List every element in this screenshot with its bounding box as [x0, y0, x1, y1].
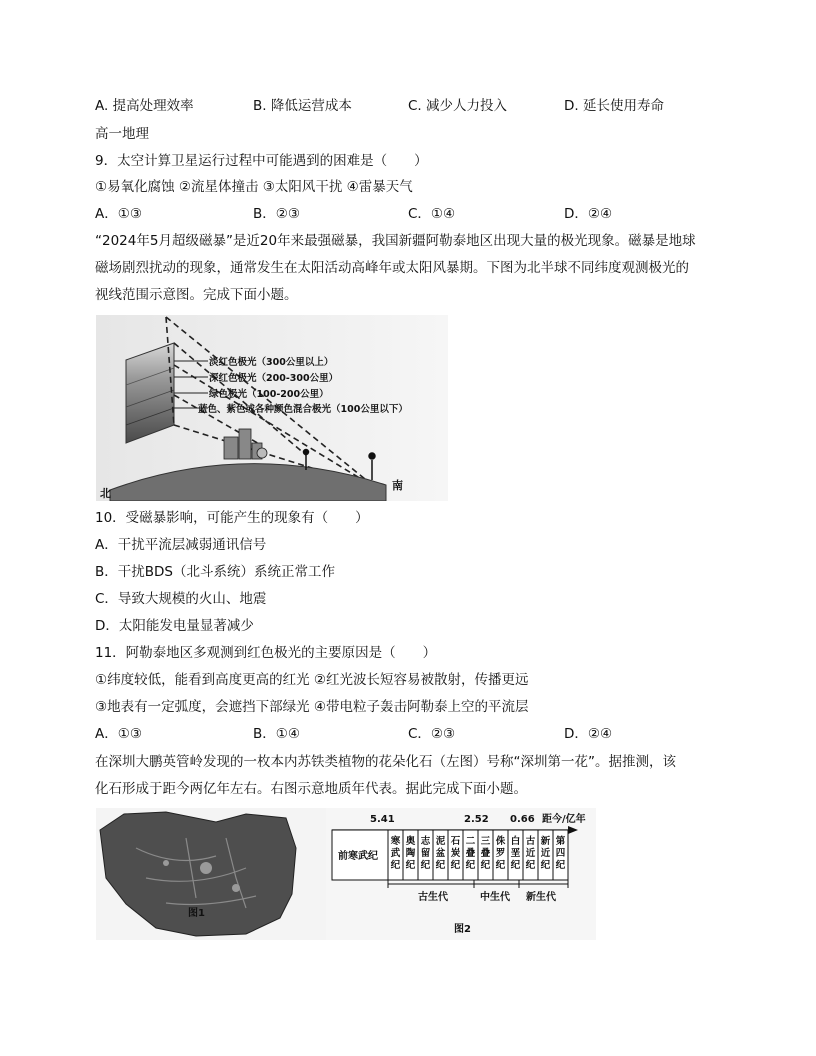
tick-5.41: 5.41 [370, 814, 395, 825]
aurora-figure [96, 315, 448, 501]
q9-option-b: B．②③ [253, 206, 300, 222]
aurora-curtain [126, 343, 174, 443]
q11-option-b: B．①④ [253, 726, 300, 742]
south-label: 南 [392, 479, 403, 492]
q9-stem: 9．太空计算卫星运行过程中可能遇到的困难是（ ） [95, 153, 428, 169]
period-label: 石炭纪 [450, 836, 461, 871]
q11-items-2: ③地表有一定弧度，会遮挡下部绿光 ④带电粒子轰击阿勒泰上空的平流层 [95, 699, 529, 715]
q8-option-c: C. 减少人力投入 [408, 98, 508, 114]
period-label: 白垩纪 [510, 836, 521, 871]
period-label: 泥盆纪 [435, 836, 446, 871]
q9-option-a: A．①③ [95, 206, 142, 222]
q8-option-d: D. 延长使用寿命 [564, 98, 664, 114]
passage2-line1: 在深圳大鹏英管岭发现的一枚本内苏铁类植物的花朵化石（左图）号称“深圳第一花”。据推测，该 [95, 754, 676, 770]
period-label: 二叠纪 [465, 836, 476, 871]
tick-2.52: 2.52 [464, 814, 489, 825]
aurora-label-blue-purple: 蓝色、紫色或各种颜色混合极光（100公里以下） [198, 404, 408, 415]
era-paleozoic: 古生代 [418, 892, 448, 903]
q9-items: ①易氧化腐蚀 ②流星体撞击 ③太阳风干扰 ④雷暴天气 [95, 179, 413, 195]
q9-option-d: D．②④ [564, 206, 613, 222]
q11-option-d: D．②④ [564, 726, 613, 742]
q11-option-a: A．①③ [95, 726, 142, 742]
q8-option-b: B. 降低运营成本 [253, 98, 352, 114]
aurora-label-light-red: 淡红色极光（300公里以上） [209, 357, 334, 368]
q10-option-d: D．太阳能发电量显著减少 [95, 618, 254, 634]
tick-0.66: 0.66 [510, 814, 535, 825]
geologic-timescale-figure [326, 808, 596, 940]
north-label: 北 [100, 487, 111, 500]
q10-option-c: C．导致大规模的火山、地震 [95, 591, 267, 607]
passage1-line3: 视线范围示意图。完成下面小题。 [95, 287, 298, 303]
aurora-label-deep-red: 深红色极光（200-300公里） [209, 373, 339, 384]
period-label: 三叠纪 [480, 836, 491, 871]
q11-stem: 11．阿勒泰地区多观测到红色极光的主要原因是（ ） [95, 645, 437, 661]
axis-label: 距今/亿年 [542, 814, 586, 825]
passage1-line1: “2024年5月超级磁暴”是近20年来最强磁暴，我国新疆阿勒泰地区出现大量的极光现象。磁暴是地球 [95, 233, 696, 249]
period-label: 第四纪 [555, 836, 566, 871]
period-label: 奥陶纪 [405, 836, 416, 871]
q11-option-c: C．②③ [408, 726, 456, 742]
aurora-label-green: 绿色极光（100-200公里） [209, 389, 329, 400]
fig1-caption: 图1 [188, 908, 205, 919]
era-mesozoic: 中生代 [480, 892, 510, 903]
q10-stem: 10．受磁暴影响，可能产生的现象有（ ） [95, 510, 369, 526]
q10-option-a: A．干扰平流层减弱通讯信号 [95, 537, 267, 553]
period-label: 寒武纪 [390, 836, 401, 871]
period-precambrian: 前寒武纪 [338, 851, 378, 862]
period-label: 侏罗纪 [495, 836, 506, 871]
q11-items-1: ①纬度较低，能看到高度更高的红光 ②红光波长短容易被散射，传播更远 [95, 672, 529, 688]
fossil-figure [96, 808, 326, 940]
q8-option-a: A. 提高处理效率 [95, 98, 194, 114]
fig2-caption: 图2 [454, 924, 471, 935]
passage2-line2: 化石形成于距今两亿年左右。右图示意地质年代表。据此完成下面小题。 [95, 781, 527, 797]
q9-option-c: C．①④ [408, 206, 456, 222]
q10-option-b: B．干扰BDS（北斗系统）系统正常工作 [95, 564, 335, 580]
period-label: 古近纪 [525, 836, 536, 871]
era-cenozoic: 新生代 [526, 892, 556, 903]
period-label: 新近纪 [540, 836, 551, 871]
subject-header: 高一地理 [95, 126, 149, 142]
period-label: 志留纪 [420, 836, 431, 871]
passage1-line2: 磁场剧烈扰动的现象，通常发生在太阳活动高峰年或太阳风暴期。下图为北半球不同纬度观测极光的 [95, 260, 689, 276]
